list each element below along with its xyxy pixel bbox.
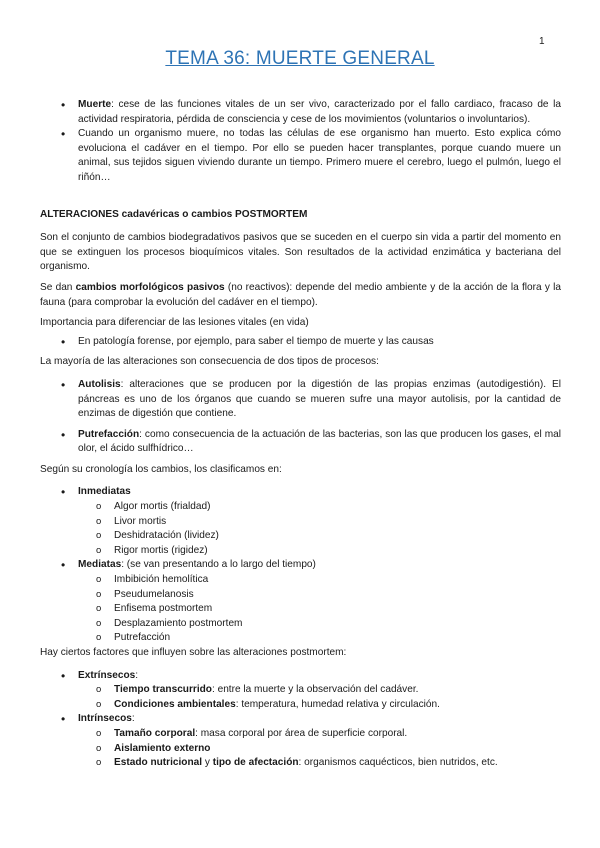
sub-list-item: o Pseudumelanosis [40, 588, 561, 603]
paragraph: Se dan cambios morfológicos pasivos (no reactivos): depende del medio ambiente y de la acción de la flora y la fauna (para comprobar la evolución del cadáver en el tiempo). [40, 281, 562, 308]
chronology-list [40, 485, 561, 646]
list-item: • Mediatas: (se van presentando a lo largo del tiempo) o Imbibición hemolítica o Pseudumelanosis o Enfisema postmortem o Desplazamiento postmortem o Putrefacción [40, 558, 561, 646]
paragraph: Según su cronología los cambios, los clasificamos en: [40, 463, 282, 475]
factors-list [40, 669, 561, 771]
page-title: TEMA 36: MUERTE GENERAL [165, 48, 435, 69]
sub-list-item: o Aislamiento externo [40, 742, 561, 757]
sub-list-item: o Deshidratación (lividez) [40, 529, 561, 544]
list-item: • Inmediatas o Algor mortis (frialdad) o Livor mortis o Deshidratación (lividez) o Rigor mortis (rigidez) [40, 485, 561, 558]
sub-list-item: o Algor mortis (frialdad) [40, 500, 561, 515]
sub-list-item: o Estado nutricional y tipo de afectación: organismos caquécticos, bien nutridos, etc. [40, 756, 561, 771]
list-item: • Cuando un organismo muere, no todas las células de ese organismo han muerto. Esto explica cómo evoluciona el cadáver en el tiempo. Por ello se pueden hacer transplantes, porque cuando muere un animal, sus tejidos siguen viviendo durante un tiempo. Primero muere el cerebro, luego el pulmón, luego el riñón… [40, 127, 561, 185]
list-item: • Intrínsecos: o Tamaño corporal: masa corporal por área de superficie corporal. o Aislamiento externo o Estado nutricional y tipo de afectación: organismos caquécticos, bien nutridos, etc. [40, 712, 561, 770]
list-item: • Autolisis: alteraciones que se producen por la digestión de las propias enzimas (autodigestión). El páncreas es uno de los órganos que cuando se mueren sufre una mayor autolisis, por la cantidad de enzimas de digestión que contiene. [40, 378, 561, 422]
sub-list-item: o Rigor mortis (rigidez) [40, 544, 561, 559]
sub-list-item: o Tamaño corporal: masa corporal por área de superficie corporal. [40, 727, 561, 742]
paragraph: La mayoría de las alteraciones son consecuencia de dos tipos de procesos: [40, 356, 379, 368]
document-body [40, 98, 561, 771]
sub-list-item: o Imbibición hemolítica [40, 573, 561, 588]
sub-list [78, 573, 561, 646]
sub-list-item: o Desplazamiento postmortem [40, 617, 561, 632]
process-list [40, 378, 561, 457]
section-heading: ALTERACIONES cadavéricas o cambios POSTMORTEM [40, 208, 308, 220]
paragraph: Son el conjunto de cambios biodegradativos pasivos que se suceden en el cuerpo sin vida a partir del momento en que se extinguen los procesos bioquímicos vitales. Son resultados de la actividad enzimática y bacteriana del organismo. [40, 232, 561, 273]
sub-list [78, 727, 561, 771]
sub-list [78, 683, 561, 712]
intro-list [40, 98, 561, 186]
list-item: • Putrefacción: como consecuencia de la actuación de las bacterias, son las que producen los gases, el mal olor, el ácido sulfhídrico… [40, 428, 561, 457]
sub-list-item: o Putrefacción [40, 631, 561, 646]
sub-list-item: o Tiempo transcurrido: entre la muerte y la observación del cadáver. [40, 683, 561, 698]
sub-list [78, 500, 561, 558]
page-number: 1 [539, 36, 545, 47]
paragraph: Importancia para diferenciar de las lesiones vitales (en vida) [40, 317, 309, 329]
list-item: • Muerte: cese de las funciones vitales de un ser vivo, caracterizado por el fallo cardiaco, fracaso de la actividad respiratoria, pérdida de consciencia y cese de los movimientos (voluntarios o involuntarios). [40, 98, 561, 127]
paragraph: Hay ciertos factores que influyen sobre las alteraciones postmortem: [40, 647, 347, 658]
sub-list-item: o Enfisema postmortem [40, 602, 561, 617]
importance-list [40, 335, 561, 350]
list-item: • En patología forense, por ejemplo, para saber el tiempo de muerte y las causas [40, 335, 561, 350]
sub-list-item: o Condiciones ambientales: temperatura, humedad relativa y circulación. [40, 698, 561, 713]
list-item: • Extrínsecos: o Tiempo transcurrido: entre la muerte y la observación del cadáver. o Condiciones ambientales: temperatura, humedad relativa y circulación. [40, 669, 561, 713]
sub-list-item: o Livor mortis [40, 515, 561, 530]
